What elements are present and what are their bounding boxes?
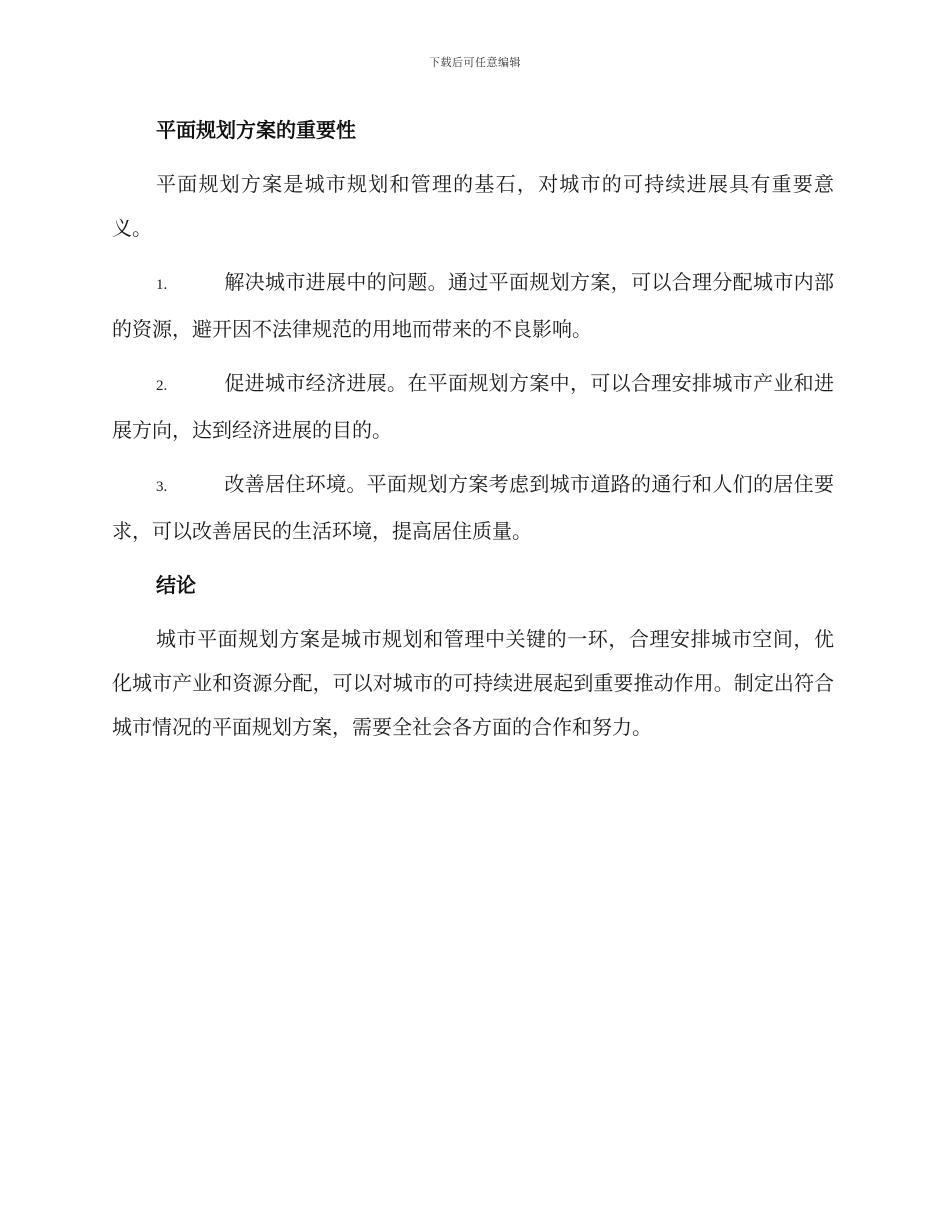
intro-paragraph: 平面规划方案是城市规划和管理的基石，对城市的可持续进展具有重要意义。 — [112, 172, 834, 240]
list-item-text: 解决城市进展中的问题。通过平面规划方案，可以合理分配城市内部的资源，避开因不法律规范的用地而带来的不良影响。 — [112, 270, 834, 341]
list-item-2 — [112, 361, 834, 452]
list-item-text: 改善居住环境。平面规划方案考虑到城市道路的通行和人们的居住要求，可以改善居民的生活环境，提高居住质量。 — [112, 472, 834, 543]
list-item-text: 促进城市经济进展。在平面规划方案中，可以合理安排城市产业和进展方向，达到经济进展的目的。 — [112, 371, 834, 442]
document-body — [112, 108, 834, 749]
section-heading-conclusion: 结论 — [156, 573, 196, 597]
section-heading-importance: 平面规划方案的重要性 — [156, 118, 356, 142]
download-note: 下载后可任意编辑 — [429, 56, 521, 69]
list-number: 1. — [156, 277, 168, 293]
list-item-3 — [112, 462, 834, 553]
conclusion-paragraph: 城市平面规划方案是城市规划和管理中关键的一环，合理安排城市空间，优化城市产业和资源分配，可以对城市的可持续进展起到重要推动作用。制定出符合城市情况的平面规划方案，需要全社会各方面的合作和努力。 — [112, 627, 834, 739]
list-item-1 — [112, 260, 834, 351]
list-number: 3. — [156, 479, 168, 495]
list-number: 2. — [156, 378, 168, 394]
